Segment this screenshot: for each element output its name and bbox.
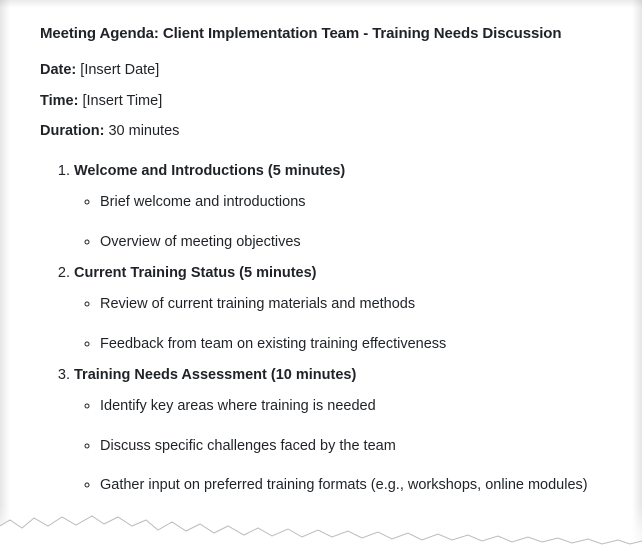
meta-label-date: Date: xyxy=(40,62,77,79)
page-right-shadow xyxy=(632,0,642,548)
torn-page-edge xyxy=(0,504,642,548)
agenda-subitem-list xyxy=(74,194,614,251)
meta-label-time: Time: xyxy=(40,92,79,109)
meta-row-duration xyxy=(40,124,614,139)
list-item: ◦ Gather input on preferred training formats (e.g., workshops, online modules) xyxy=(100,477,614,494)
agenda-list xyxy=(40,163,614,495)
list-item: ◦ Feedback from team on existing training effectiveness xyxy=(100,336,614,353)
list-item: ◦ Discuss specific challenges faced by the team xyxy=(100,438,614,455)
agenda-item xyxy=(74,367,614,495)
page-title: Meeting Agenda: Client Implementation Team - Training Needs Discussion xyxy=(40,25,562,42)
meta-row-time xyxy=(40,94,614,109)
page-left-shadow xyxy=(0,0,10,548)
list-item: ◦ Brief welcome and introductions xyxy=(100,194,614,211)
meta-value-time: [Insert Time] xyxy=(82,92,163,109)
meta-row-date xyxy=(40,63,614,78)
agenda-item-title: 1. Welcome and Introductions (5 minutes) xyxy=(74,162,346,179)
page-top-shadow xyxy=(0,0,642,8)
agenda-item xyxy=(74,163,614,251)
meeting-metadata xyxy=(40,63,614,139)
meta-label-duration: Duration: xyxy=(40,123,105,140)
list-item: ◦ Overview of meeting objectives xyxy=(100,234,614,251)
agenda-item-title: 3. Training Needs Assessment (10 minutes) xyxy=(74,367,357,384)
list-item: ◦ Review of current training materials and methods xyxy=(100,296,614,313)
agenda-subitem-list xyxy=(74,398,614,494)
agenda-subitem-list xyxy=(74,296,614,353)
agenda-item-title: 2. Current Training Status (5 minutes) xyxy=(74,264,317,281)
list-item: ◦ Identify key areas where training is needed xyxy=(100,398,614,415)
agenda-item xyxy=(74,265,614,353)
meta-value-duration: 30 minutes xyxy=(108,123,180,140)
meta-value-date: [Insert Date] xyxy=(80,62,160,79)
